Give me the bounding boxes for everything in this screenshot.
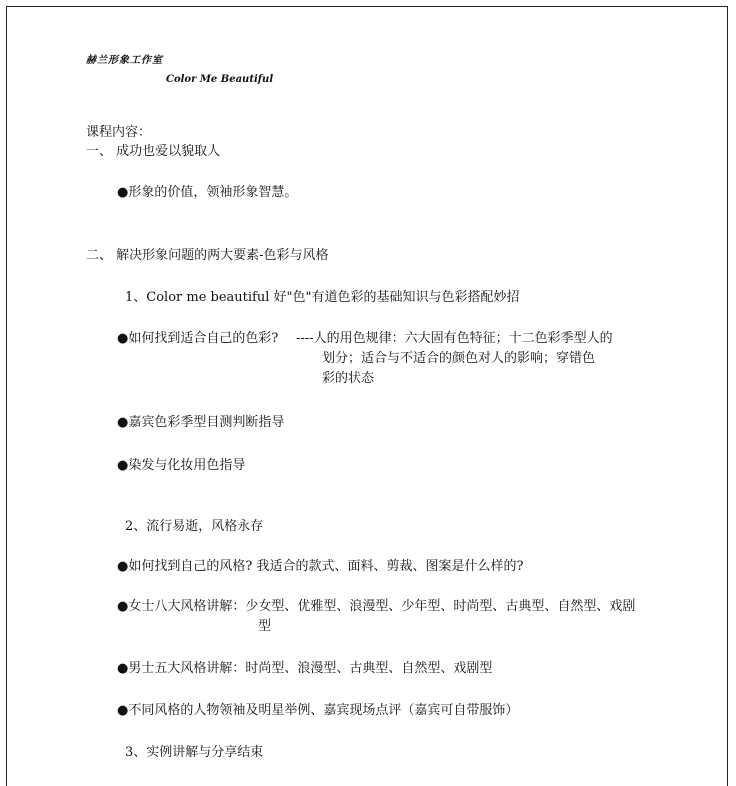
- subsection1-title: 1、Color me beautiful 好"色"有道色彩的基础知识与色彩搭配妙招: [125, 290, 520, 305]
- celebrity-bullet: ●不同风格的人物领袖及明星举例、嘉宾现场点评（嘉宾可自带服饰）: [117, 703, 519, 718]
- hair-makeup-bullet: ●染发与化妆用色指导: [117, 458, 246, 473]
- color-answer-line2: 划分；适合与不适合的颜色对人的影响；穿错色: [322, 351, 596, 366]
- subsection2-title: 2、流行易逝，风格永存: [125, 519, 264, 534]
- style-question-bullet: ●如何找到自己的风格? 我适合的款式、面料、剪裁、图案是什么样的?: [117, 559, 524, 574]
- section2-title: 二、 解决形象问题的两大要素-色彩与风格: [86, 248, 329, 263]
- men-styles-bullet: ●男士五大风格讲解：时尚型、浪漫型、古典型、自然型、戏剧型: [117, 661, 493, 676]
- color-question: ●如何找到适合自己的色彩?: [117, 331, 279, 346]
- subsection3-title: 3、实例讲解与分享结束: [125, 745, 264, 760]
- course-heading: 课程内容：: [86, 125, 152, 140]
- color-answer-line3: 彩的状态: [322, 371, 375, 386]
- studio-name: 赫兰形象工作室: [86, 55, 163, 66]
- section1-bullet: ●形象的价值，领袖形象智慧。: [117, 185, 298, 200]
- brand-name: Color Me Beautiful: [166, 74, 274, 85]
- section1-title: 一、 成功也爱以貌取人: [86, 144, 221, 159]
- guest-season-bullet: ●嘉宾色彩季型目测判断指导: [117, 415, 285, 430]
- women-styles-bullet-cont: 型: [258, 619, 272, 634]
- women-styles-bullet: ●女士八大风格讲解：少女型、优雅型、浪漫型、少年型、时尚型、古典型、自然型、戏剧: [117, 599, 636, 614]
- color-answer-line1: ----人的用色规律：六大固有色特征；十二色彩季型人的: [296, 331, 613, 346]
